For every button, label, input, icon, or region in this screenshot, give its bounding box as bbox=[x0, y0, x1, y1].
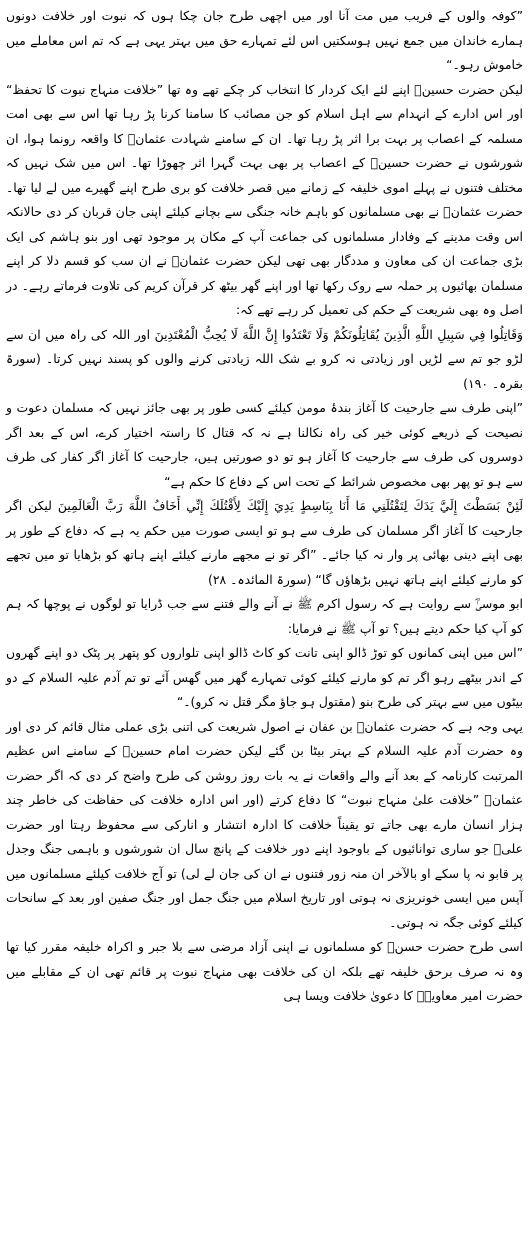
quote-paragraph: ”کوفہ والوں کے فریب میں مت آنا اور میں اچھی طرح جان چکا ہوں کہ نبوت اور خلافت دونوں ہمارے خاندان میں جمع نہیں ہوسکتیں اس لئے تمہارے حق میں بہتر یہی ہے کہ تم اس معاملے میں خاموش رہو۔“ bbox=[6, 8, 523, 72]
body-paragraph: یہی وجہ ہے کہ حضرت عثمانؓ بن عفان نے اصول شریعت کی اتنی بڑی عملی مثال قائم کر دی اور وہ حضرت آدم علیہ السلام کے بہتر بیٹا بن گئے لیکن حضرت امام حسینؓ کے سامنے اس عظیم المرتبت کارنامہ کے بعد آنے والے واقعات نے یہ بات روز روشن کی طرح واضح کر دی کہ اگر حضرت عثمانؓ ”خلافت علیٰ منہاج نبوت“ کا دفاع کرتے (اور اس ادارہ خلافت کی حفاظت کی خاطر چند ہزار انسان مارے بھی جاتے تو یقیناً خلافت کا ادارہ انتشار و انارکی سے محفوظ رہتا اور حضرت علیؓ جو ساری توانائیوں کے باوجود اپنے دور خلافت کے پانچ سال ان شورشوں و باہمی جنگ وجدل پر قابو نہ پا سکے او بالآخر ان منہ زور فتنوں نے ان کی جان لے لی) تو آج خلافت کیلئے مسلمانوں میں آپس میں ایسی خونریزی نہ ہوتی اور تاریخ اسلام میں جنگ جمل اور جنگ صفین اور بعد کے سانحات کیلئے کوئی جگہ نہ ہوتی۔ bbox=[6, 718, 523, 930]
quran-verse-paragraph: لَئِنْ بَسَطْتَ إِلَيَّ يَدَكَ لِتَقْتُلَنِي مَا أَنَا بِبَاسِطٍ يَدِيَ إِلَيْكَ لِأَقْتُلَكَ إِنِّي أَخَافُ اللَّهَ رَبَّ الْعَالَمِينَ لیکن اگر جارحیت کا آغاز اگر مسلمان کی طرف سے ہو تو ایسی صورت میں حکم یہ ہے کہ دفاع کے طور پر بھی اپنے دینی بھائی پر وار نہ کیا جائے۔ ”اگر تو نے مجھے مارنے کیلئے اپنے ہاتھ کو بڑھایا تو میں تجھے کو مارنے کیلئے اپنے ہاتھ نہیں بڑھاؤں گا“ (سورۃ المائدہ۔ ۲۸) bbox=[6, 498, 523, 587]
hadith-intro-paragraph: ابو موسیٰؓ سے روایت ہے کہ رسول اکرم ﷺ نے آنے والے فتنے سے جب ڈرایا تو لوگوں نے پوچھا کہ ہم کو آپ کیا حکم دیتے ہیں؟ تو آپ ﷺ نے فرمایا: bbox=[6, 596, 523, 636]
hadith-quote-paragraph: ”اس میں اپنی کمانوں کو توڑ ڈالو اپنی تانت کو کاٹ ڈالو اپنی تلواروں کو پتھر پر پٹک دو اپنے گھروں کے اندر بیٹھے رہو اگر تم کو مارنے کیلئے کوئی تمہارے گھر میں گھس آئے تو تم آدم علیہ السلام کے دو بیٹوں میں سے بہتر کی طرح بنو (مقتول ہو جاؤ مگر قتل نہ کرو)۔“ bbox=[6, 645, 523, 709]
body-paragraph: اسی طرح حضرت حسنؓ کو مسلمانوں نے اپنی آزاد مرضی سے بلا جبر و اکراہ خلیفہ مقرر کیا تھا وہ نہ صرف برحق خلیفہ تھے بلکہ ان کی خلافت بھی منہاج نبوت پر قائم تھی ان کے مقابلے میں حضرت امیر معاویہؓ کا دعویٰ خلافت ویسا ہی bbox=[6, 939, 523, 1003]
quran-verse-paragraph: وَقَاتِلُوا فِي سَبِيلِ اللَّهِ الَّذِينَ يُقَاتِلُونَكُمْ وَلَا تَعْتَدُوا إِنَّ اللَّهَ لَا يُحِبُّ الْمُعْتَدِينَ اور اللہ کی راہ میں ان سے لڑو جو تم سے لڑیں اور زیادتی نہ کرو بے شک اللہ زیادتی کرنے والوں کو پسند نہیں کرتا۔ (سورۃ بقرہ۔ ۱۹۰) bbox=[6, 326, 523, 391]
quote-paragraph: ”اپنی طرف سے جارحیت کا آغاز بندۂ مومن کیلئے کسی طور پر بھی جائز نہیں کہ مسلمان دعوت و نصیحت کے ذریعے کوئی خیر کی راہ نکالنا ہے نہ کہ قتال کا راستہ اختیار کرے، اس کے بعد اگر دوسروں کی طرف سے جارحیت کا آغاز ہو تو دو صورتیں ہیں، جارحیت کا آغاز اگر کفار کی طرف سے ہو تو پھر بھی مخصوص شرائط کے تحت اس کے دفاع کا حکم ہے“ bbox=[6, 400, 523, 489]
body-paragraph: لیکن حضرت حسینؓ اپنے لئے ایک کردار کا انتخاب کر چکے تھے وہ تھا ”خلافت منہاج نبوت کا تحفظ“ اور اس ادارے کے انہدام سے اہل اسلام کو جن مصائب کا سامنا کرنا پڑ رہا تھا اس سے بھی امت مسلمہ کے اعصاب پر بہت برا اثر پڑ رہا تھا۔ ان کے سامنے شہادت عثمانؓ کا واقعہ رونما ہوا، ان شورشوں نے حضرت حسینؓ کے اعصاب پر بھی بہت گہرا اثر چھوڑا تھا۔ اس میں شک نہیں کہ مختلف فتنوں نے پہلے اموی خلیفہ کے زمانے میں قصر خلافت کو بری طرح اپنے گھیرے میں لے لیا تھا۔ حضرت عثمانؓ نے بھی مسلمانوں کو باہم خانہ جنگی سے بچانے کیلئے اپنی جان قربان کر دی حالانکہ اس وقت مدینے کے وفادار مسلمانوں کی جماعت آپ کے مکان پر موجود تھی اور بنو ہاشم کی ایک بڑی جماعت ان کی معاون و مددگار بھی تھی لیکن حضرت عثمانؓ نے ان سب کو قسم دلا کر اپنے مسلمان بھائیوں پر حملہ سے روک رکھا تھا اور اپنے گھر بیٹھ کر قرآن کریم کی تلاوت فرماتے رہے۔ در اصل وہ بھی شریعت کے حکم کی تعمیل کر رہے تھے کہ: bbox=[6, 81, 523, 317]
